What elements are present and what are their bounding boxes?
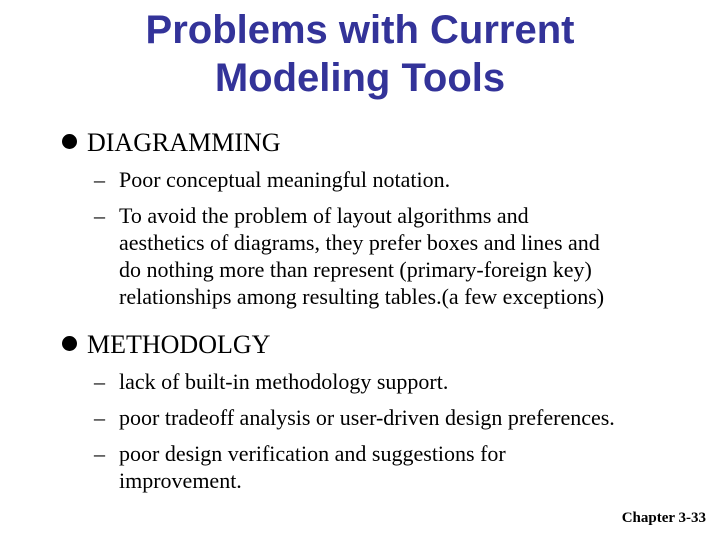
sub-item: [94, 368, 694, 395]
sub-item: [94, 404, 694, 431]
sub-item-line: Poor conceptual meaningful notation.: [119, 167, 451, 192]
sub-item: [94, 166, 694, 193]
sub-item-line: poor tradeoff analysis or user-driven design preferences.: [119, 405, 615, 430]
sub-item-line: To avoid the problem of layout algorithms and: [119, 203, 529, 228]
dash-icon: –: [94, 405, 105, 430]
bullet-methodology: [62, 330, 270, 360]
sub-item-line: do nothing more than represent (primary-foreign key): [119, 257, 592, 282]
slide-title-line-1: Problems with Current: [145, 8, 575, 52]
sub-item-line: poor design verification and suggestions for: [119, 441, 506, 466]
sub-item-line: aesthetics of diagrams, they prefer boxes and lines and: [119, 230, 600, 255]
dash-icon: –: [94, 167, 105, 192]
sub-item-text: [119, 166, 694, 193]
bullet-dot-icon: [62, 134, 77, 149]
bullet-heading: DIAGRAMMING: [87, 128, 281, 157]
slide-footer: Chapter 3-33: [621, 510, 706, 526]
sub-item-line: relationships among resulting tables.(a few exceptions): [119, 284, 605, 309]
sub-item-text: [119, 202, 694, 310]
sub-item: [94, 440, 694, 494]
dash-icon: –: [94, 203, 105, 228]
sub-item-text: [119, 404, 694, 431]
bullet-diagramming: [62, 128, 281, 158]
bullet-dot-icon: [62, 336, 77, 351]
sub-item: [94, 202, 694, 310]
dash-icon: –: [94, 441, 105, 466]
sub-item-text: [119, 368, 694, 395]
slide-title: [0, 6, 720, 102]
sub-item-line: lack of built-in methodology support.: [119, 369, 449, 394]
dash-icon: –: [94, 369, 105, 394]
sub-item-line: improvement.: [119, 468, 242, 493]
slide-title-line-2: Modeling Tools: [214, 56, 506, 100]
bullet-heading: METHODOLGY: [87, 330, 271, 359]
sub-item-text: [119, 440, 694, 494]
